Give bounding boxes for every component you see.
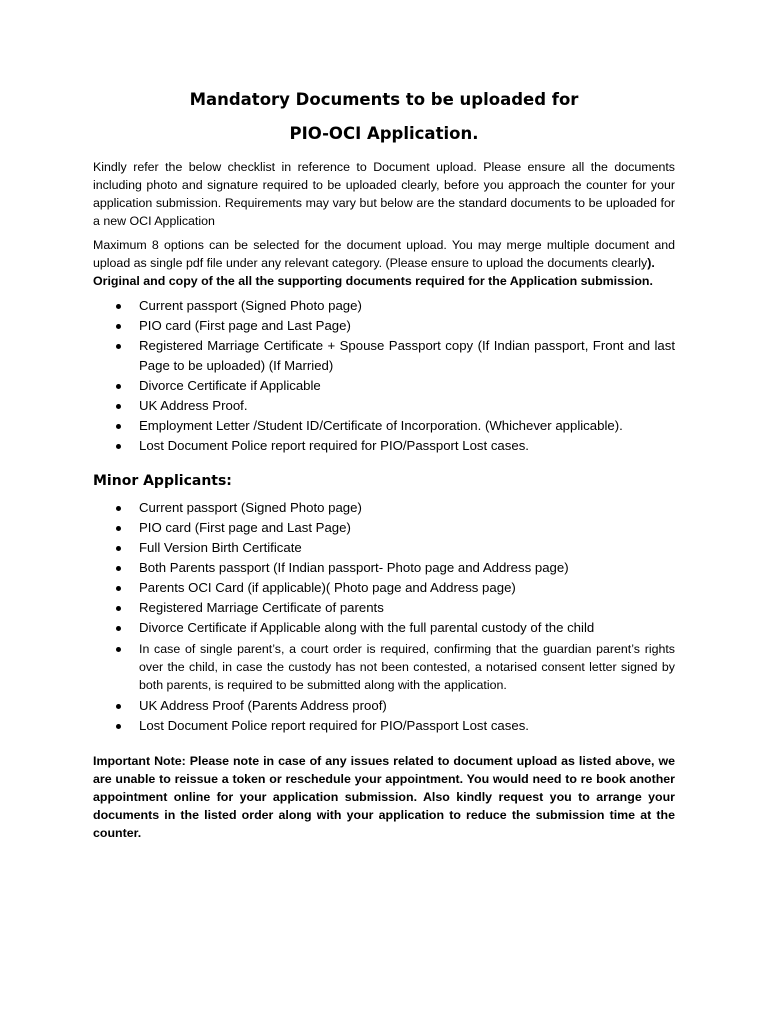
list-item: Registered Marriage Certificate + Spouse Passport copy (If Indian passport, Front and last Page to be uploaded) (If Married) xyxy=(93,336,675,376)
list-item: Parents OCI Card (if applicable)( Photo page and Address page) xyxy=(93,578,675,598)
minor-applicants-heading: Minor Applicants: xyxy=(93,473,232,489)
adult-documents-list xyxy=(93,296,675,456)
list-item: PIO card (First page and Last Page) xyxy=(93,316,675,336)
list-item: Lost Document Police report required for PIO/Passport Lost cases. xyxy=(93,716,675,736)
list-item: Registered Marriage Certificate of parents xyxy=(93,598,675,618)
list-item: Lost Document Police report required for PIO/Passport Lost cases. xyxy=(93,436,675,456)
upload-paragraph-bold-tail: ). xyxy=(647,256,655,270)
document-title-line2: PIO-OCI Application. xyxy=(289,124,479,143)
minor-documents-list xyxy=(93,498,675,736)
list-item: Employment Letter /Student ID/Certificate of Incorporation. (Whichever applicable). xyxy=(93,416,675,436)
list-item: UK Address Proof (Parents Address proof) xyxy=(93,696,675,716)
list-item: PIO card (First page and Last Page) xyxy=(93,518,675,538)
list-item-single-parent-note: In case of single parent’s, a court order is required, confirming that the guardian parent’s rights over the child, in case the custody has not been contested, a notarised consent letter signed by both parents, is required to be submitted along with the application. xyxy=(93,640,675,694)
list-item: Current passport (Signed Photo page) xyxy=(93,296,675,316)
bullet-icon xyxy=(116,304,121,309)
list-item: Divorce Certificate if Applicable along with the full parental custody of the child xyxy=(93,618,675,638)
bullet-icon xyxy=(116,506,121,511)
document-title-line1: Mandatory Documents to be uploaded for xyxy=(189,90,579,109)
document-page xyxy=(93,86,675,842)
important-note: Important Note: Please note in case of any issues related to document upload as listed above, we are unable to reissue a token or reschedule your appointment. You would need to re book another appointment online for your application submission. Also kindly request you to arrange your documents in the listed order along with your application to reduce the submission time at the counter. xyxy=(93,754,675,840)
bullet-icon xyxy=(116,344,121,349)
list-item: Full Version Birth Certificate xyxy=(93,538,675,558)
bullet-icon xyxy=(116,526,121,531)
list-item: Divorce Certificate if Applicable xyxy=(93,376,675,396)
bullet-icon xyxy=(116,384,121,389)
intro-paragraph: Kindly refer the below checklist in reference to Document upload. Please ensure all the documents including photo and signature required to be uploaded clearly, before you approach the counter for your application submission. Requirements may vary but below are the standard documents to be uploaded for a new OCI Application xyxy=(93,160,675,228)
list-item: Current passport (Signed Photo page) xyxy=(93,498,675,518)
bullet-icon xyxy=(116,424,121,429)
bullet-icon xyxy=(116,324,121,329)
upload-paragraph xyxy=(93,236,675,290)
list-item: UK Address Proof. xyxy=(93,396,675,416)
bullet-icon xyxy=(116,626,121,631)
bullet-icon xyxy=(116,606,121,611)
bullet-icon xyxy=(116,586,121,591)
bullet-icon xyxy=(116,444,121,449)
bullet-icon xyxy=(116,647,121,652)
list-item: Both Parents passport (If Indian passport- Photo page and Address page) xyxy=(93,558,675,578)
bullet-icon xyxy=(116,404,121,409)
bullet-icon xyxy=(116,724,121,729)
bullet-icon xyxy=(116,566,121,571)
upload-paragraph-text: Maximum 8 options can be selected for the document upload. You may merge multiple document and upload as single pdf file under any relevant category. (Please ensure to upload the documents clearly xyxy=(93,238,675,270)
supporting-documents-note: Original and copy of the all the supporting documents required for the Application submission. xyxy=(93,274,653,288)
bullet-icon xyxy=(116,546,121,551)
bullet-icon xyxy=(116,704,121,709)
